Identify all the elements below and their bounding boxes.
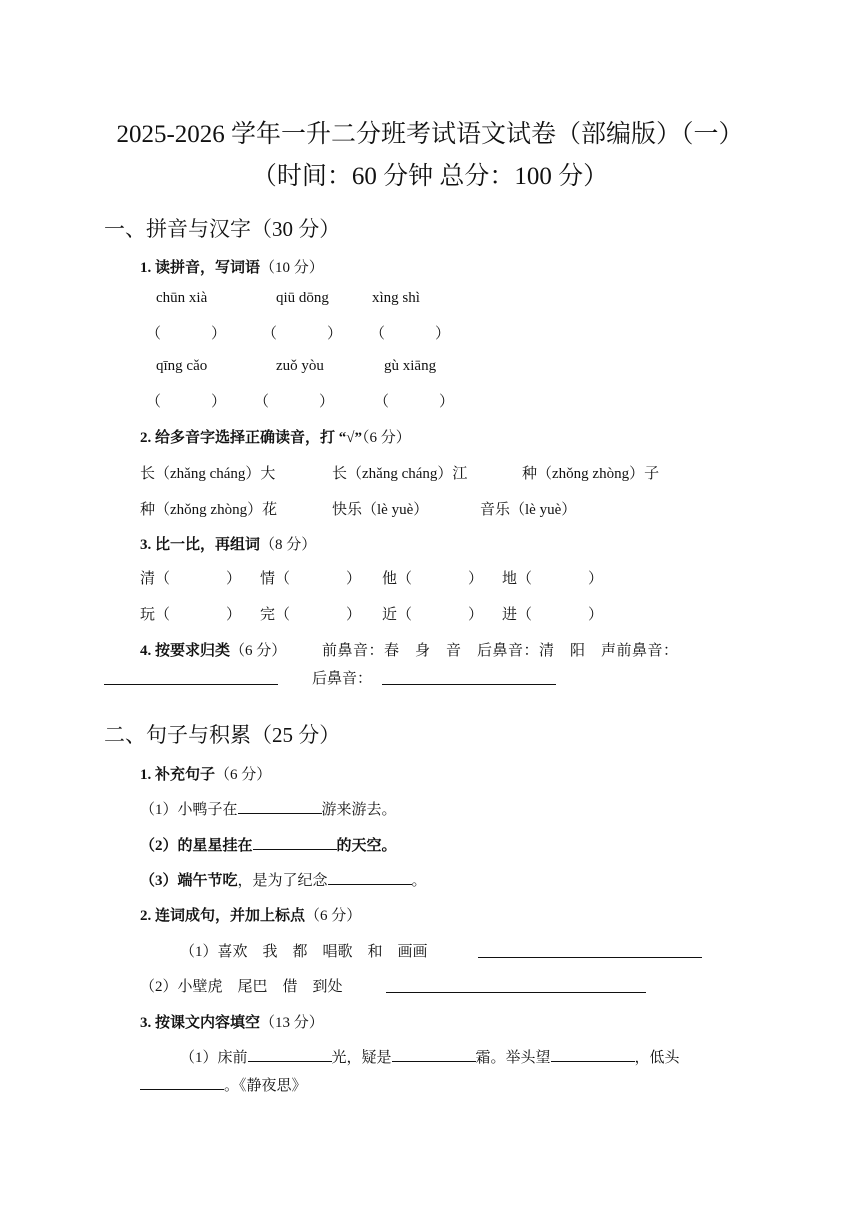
question-title: 4. 按要求归类 — [140, 643, 231, 659]
poem-fill-line-2: 。《静夜思》 — [140, 1074, 307, 1095]
sentence-blank[interactable] — [328, 870, 412, 885]
question-score: （6 分） — [361, 430, 411, 446]
poem-blank[interactable] — [551, 1047, 635, 1062]
pinyin-1: chūn xià — [156, 290, 208, 306]
question-score: （6 分） — [215, 767, 272, 783]
poem-blank[interactable] — [248, 1047, 332, 1062]
answer-line[interactable] — [386, 992, 646, 993]
answer-line-back[interactable] — [382, 684, 556, 685]
pinyin-6: gù xiāng — [384, 358, 437, 374]
question-title: 3. 按课文内容填空 — [140, 1015, 261, 1031]
sentence-1: （1）小鸭子在 游来游去。 — [140, 798, 397, 819]
question-2-2 — [140, 904, 361, 925]
question-score: （10 分） — [260, 260, 324, 276]
exam-subtitle: （时间：60 分钟 总分：100 分） — [251, 163, 609, 190]
question-2-3 — [140, 1011, 324, 1032]
compare-item[interactable]: 玩（ ） — [140, 607, 242, 623]
question-title: 1. 读拼音，写词语 — [140, 260, 261, 276]
question-1-4 — [140, 639, 286, 660]
polyphone-item[interactable]: 快乐（lè yuè） — [332, 502, 429, 518]
compare-item[interactable]: 他（ ） — [382, 571, 484, 587]
compare-item[interactable]: 地（ ） — [502, 571, 604, 587]
question-1-3 — [140, 533, 316, 554]
question-score: （8 分） — [260, 537, 317, 553]
question-title: 2. 连词成句，并加上标点 — [140, 908, 306, 924]
compare-item[interactable]: 清（ ） — [140, 571, 242, 587]
sentence-3: （3）端午节吃，是为了纪念 。 — [140, 869, 427, 890]
question-title: 3. 比一比，再组词 — [140, 537, 261, 553]
answer-bracket[interactable]: （ ） — [370, 326, 451, 342]
answer-bracket[interactable]: （ ） — [262, 326, 343, 342]
question-title: 2. 给多音字选择正确读音，打 “√” — [140, 430, 362, 446]
pinyin-3: xìng shì — [372, 290, 420, 306]
pinyin-5: zuǒ yòu — [276, 358, 324, 374]
question-score: （13 分） — [260, 1015, 324, 1031]
polyphone-item[interactable]: 种（zhǒng zhòng）花 — [140, 502, 278, 518]
answer-line-front[interactable] — [104, 684, 278, 685]
sentence-2: （2）的星星挂在 的天空。 — [140, 834, 397, 855]
question-score: （6 分） — [230, 643, 287, 659]
question-1-1 — [140, 256, 324, 277]
polyphone-item[interactable]: 长（zhǎng cháng）江 — [332, 466, 468, 482]
poem-blank[interactable] — [392, 1047, 476, 1062]
compare-item[interactable]: 进（ ） — [502, 607, 604, 623]
question-2-1 — [140, 763, 271, 784]
compare-item[interactable]: 近（ ） — [382, 607, 484, 623]
polyphone-item[interactable]: 种（zhǒng zhòng）子 — [522, 466, 660, 482]
section-1-title: 一、拼音与汉字（30 分） — [104, 217, 341, 241]
pinyin-2: qiū dōng — [276, 290, 329, 306]
compare-item[interactable]: 完（ ） — [260, 607, 362, 623]
polyphone-item[interactable]: 音乐（lè yuè） — [480, 502, 577, 518]
sentence-blank[interactable] — [238, 799, 322, 814]
back-nasal-label: 后鼻音： — [312, 671, 373, 687]
answer-bracket[interactable]: （ ） — [374, 394, 455, 410]
exam-title: 2025-2026 学年一升二分班考试语文试卷（部编版）（一） — [116, 121, 744, 148]
answer-bracket[interactable]: （ ） — [146, 326, 227, 342]
polyphone-item[interactable]: 长（zhǎng cháng）大 — [140, 466, 276, 482]
sentence-blank[interactable] — [253, 835, 337, 850]
word-order-2: （2）小壁虎 尾巴 借 到处 — [140, 979, 343, 995]
word-order-1: （1）喜欢 我 都 唱歌 和 画画 — [180, 944, 428, 960]
pinyin-4: qīng cǎo — [156, 358, 208, 374]
question-1-2 — [140, 426, 411, 447]
answer-bracket[interactable]: （ ） — [146, 394, 227, 410]
compare-item[interactable]: 情（ ） — [260, 571, 362, 587]
answer-line[interactable] — [478, 957, 702, 958]
poem-blank[interactable] — [140, 1075, 224, 1090]
answer-bracket[interactable]: （ ） — [254, 394, 335, 410]
question-score: （6 分） — [305, 908, 362, 924]
question-title: 1. 补充句子 — [140, 767, 216, 783]
section-2-title: 二、句子与积累（25 分） — [104, 723, 341, 747]
classify-words: 前鼻音：春 身 音 后鼻音：清 阳 声前鼻音： — [322, 643, 679, 659]
poem-fill-line-1: （1）床前 光，疑是 霜。举头望 ，低头 — [180, 1046, 680, 1067]
